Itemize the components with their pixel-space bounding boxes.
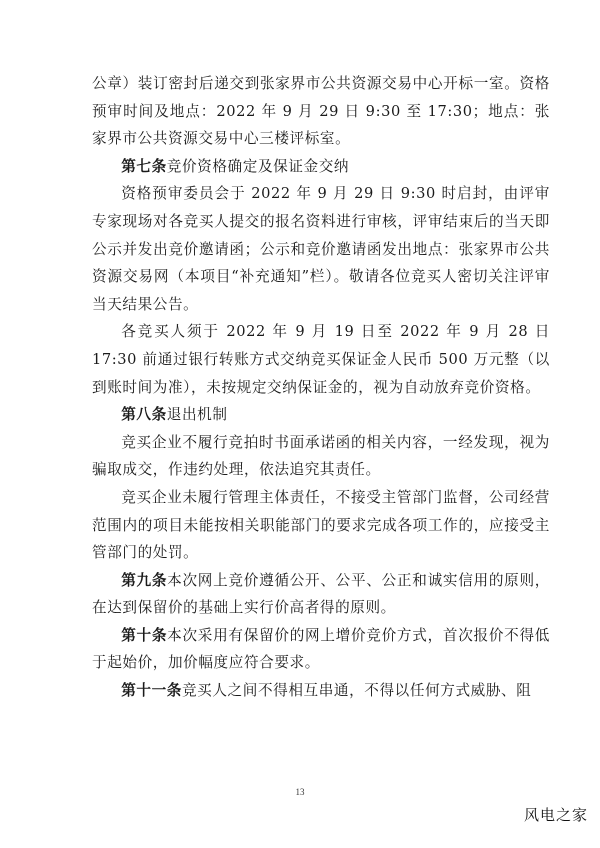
page-number: 13 xyxy=(295,787,305,797)
article-heading: 第七条 xyxy=(121,157,167,175)
paragraph xyxy=(92,180,550,318)
article-heading: 第八条 xyxy=(121,406,167,424)
paragraph xyxy=(92,153,550,181)
paragraph xyxy=(92,429,550,484)
paragraph xyxy=(92,318,550,401)
article-heading: 第九条 xyxy=(121,571,168,589)
paragraph-text: 竞买企业不履行竞拍时书面承诺函的相关内容，一经发现，视为骗取成交，作违约处理，依法追究其责任。 xyxy=(92,433,550,479)
paragraph xyxy=(92,677,550,705)
article-heading: 第十条 xyxy=(121,626,168,644)
paragraph-text: 本次网上竞价遵循公开、公平、公正和诚实信用的原则，在达到保留价的基础上实行价高者得的原则。 xyxy=(92,571,550,617)
watermark: 风电之家 xyxy=(523,806,588,824)
paragraph-text: 本次采用有保留价的网上增价竞价方式，首次报价不得低于起始价，加价幅度应符合要求。 xyxy=(92,626,550,672)
paragraph-text: 资格预审委员会于 2022 年 9 月 29 日 9:30 时启封，由评审专家现场对各竞买人提交的报名资料进行审核，评审结束后的当天即公示并发出竞价邀请函；公示和竞价邀请函发出地点：张家界市公共资源交易网（本项目“补充通知”栏）。敬请各位竞买人密切关注评审当天结果公告。 xyxy=(92,185,550,313)
paragraph xyxy=(92,484,550,567)
paragraph-text: 竞买企业未履行管理主体责任，不接受主管部门监督，公司经营范围内的项目未能按相关职能部门的要求完成各项工作的，应接受主管部门的处罚。 xyxy=(92,488,550,562)
paragraph-text: 各竞买人须于 2022 年 9 月 19 日至 2022 年 9 月 28 日 17:30 前通过银行转账方式交纳竞买保证金人民币 500 万元整（以到账时间为准），未按规定交纳保证金的，视为自动放弃竞价资格。 xyxy=(92,323,550,396)
article-heading: 第十一条 xyxy=(121,682,182,700)
paragraph-text: 退出机制 xyxy=(166,406,228,424)
document-body xyxy=(92,70,550,705)
paragraph xyxy=(92,70,550,153)
paragraph-text: 竞价资格确定及保证金交纳 xyxy=(166,157,350,175)
paragraph xyxy=(92,622,550,677)
paragraph-text: 公章）装订密封后递交到张家界市公共资源交易中心开标一室。资格预审时间及地点：2022 年 9 月 29 日 9:30 至 17:30；地点：张家界市公共资源交易中心三楼评标室。 xyxy=(92,75,550,148)
paragraph xyxy=(92,567,550,622)
paragraph xyxy=(92,401,550,429)
paragraph-text: 竞买人之间不得相互串通，不得以任何方式威胁、阻 xyxy=(181,682,532,700)
